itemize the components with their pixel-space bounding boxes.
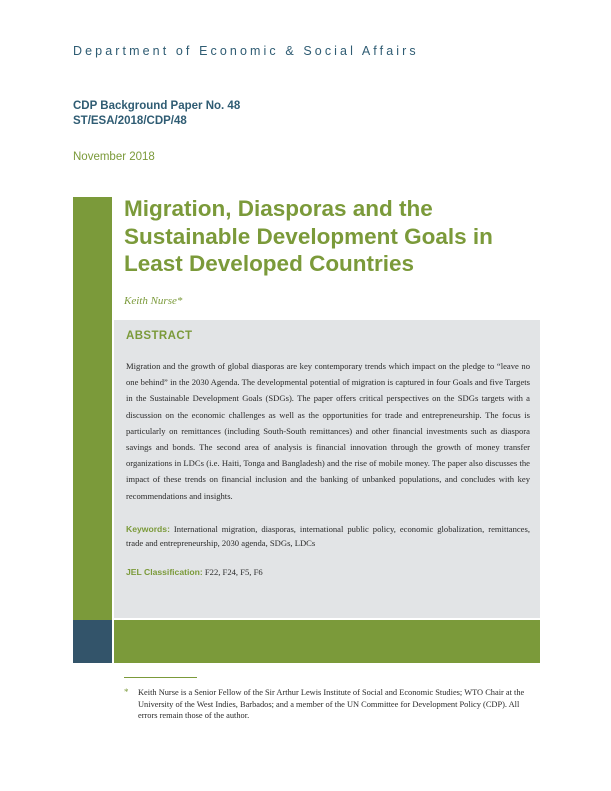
footnote-divider xyxy=(124,677,197,678)
keywords xyxy=(126,523,530,550)
abstract-heading: ABSTRACT xyxy=(126,330,193,342)
document-code: ST/ESA/2018/CDP/48 xyxy=(73,115,187,127)
decorative-green-footer-bar xyxy=(114,620,540,663)
publication-date: November 2018 xyxy=(73,151,155,163)
jel-classification xyxy=(126,566,530,579)
jel-label: JEL Classification: xyxy=(126,567,203,577)
decorative-blue-block xyxy=(73,620,112,663)
keywords-label: Keywords: xyxy=(126,524,170,534)
department-heading: Department of Economic & Social Affairs xyxy=(73,44,419,58)
paper-title: Migration, Diasporas and the Sustainable Development Goals in Least Developed Countries xyxy=(124,196,493,276)
jel-codes: F22, F24, F5, F6 xyxy=(204,567,263,577)
paper-identifier xyxy=(73,99,240,129)
footnote-mark: * xyxy=(124,687,129,697)
footnote-text: Keith Nurse is a Senior Fellow of the Sir Arthur Lewis Institute of Social and Economic Studies; WTO Chair at the University of the West Indies, Barbados; and a member of the UN Committee for Development Policy (CDP). All errors remain those of the author. xyxy=(138,688,525,720)
author-name: Keith Nurse* xyxy=(124,295,183,307)
paper-number: CDP Background Paper No. 48 xyxy=(73,100,241,112)
abstract-text: Migration and the growth of global diasporas are key contemporary trends which impact on the pledge to “leave no one behind” in the 2030 Agenda. The developmental potential of migration is captured in four Goals and five Targets in the Sustainable Development Goals (SDGs). The paper offers critical perspectives on the SDGs targets with a discussion on the economic challenges as well as the opportunities for trade and entrepreneurship. The focus is particularly on remittances (including South-South remittances) and other financial investments such as diaspora savings and bonds. The second area of analysis is financial innovation through the growth of money transfer organizations in LDCs (i.e. Haiti, Tonga and Bangladesh) and the rise of mobile money. The paper also discusses the impact of these trends on financial inclusion and the banking of unbanked populations, and concludes with key recommendations and insights. xyxy=(126,361,530,501)
decorative-green-bar xyxy=(73,197,112,620)
keywords-list: International migration, diasporas, international public policy, economic globalization, remittances, trade and entrepreneurship, 2030 agenda, SDGs, LDCs xyxy=(126,524,530,548)
abstract-section xyxy=(114,320,540,618)
